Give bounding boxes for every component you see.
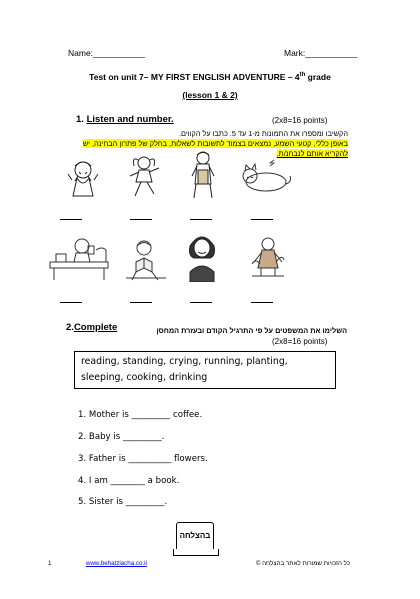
sentence-4: 4. I am ________ a book. [78,476,180,486]
crying-girl-picture [60,156,106,200]
sentence-1: 1. Mother is _________ coffee. [78,410,203,420]
sentence-2: 2. Baby is _________. [78,432,165,442]
title-superscript: th [299,72,306,79]
logo-base-icon [173,549,219,556]
answer-blank-3[interactable] [190,219,212,220]
answer-blank-6[interactable] [130,302,152,303]
hebrew-note-line2: להקריא אותם לנבחנ/ת. [276,149,348,158]
page-number: 1 [48,560,52,567]
answer-blank-1[interactable] [60,219,82,220]
sentence-5: 5. Sister is _________. [78,497,168,507]
site-logo [176,522,214,554]
answer-blank-7[interactable] [190,302,212,303]
answer-blank-5[interactable] [60,302,82,303]
mark-field-label: Mark:___________ [284,48,358,58]
hebrew-note-line1: באופן כללי, קטעי השמע, נמצאים בצמוד לתשובות לשאלות, בחלק של פתרון הבחינה, יש [82,139,348,148]
page-title [0,72,420,82]
section2-title: Complete [73,322,118,333]
section2-number: 2. [66,322,74,333]
site-logo-text: בהצלחה [179,531,211,540]
running-girl-picture [124,154,166,200]
section1-number: 1. [76,114,84,125]
section1-heading [76,114,174,125]
section1-hebrew-note [8,139,348,148]
planting-girl-picture [248,236,288,284]
word-bank-line-2: sleeping, cooking, drinking [81,372,208,383]
answer-blank-4[interactable] [251,219,273,220]
section1-title: Listen and number. [86,114,174,125]
title-main: Test on unit 7– MY FIRST ENGLISH ADVENTURE – 4 [89,72,300,82]
site-url-link[interactable]: www.behatzlacha.co.il [86,560,147,567]
cooking-woman-picture [186,150,220,202]
sentence-3: 3. Father is __________ flowers. [78,454,208,464]
section1-hebrew-instruction: הקשיבו ומספרו את התמונות מ-1 עד 5. כתבו על הקווים. [179,129,348,138]
drinking-boy-picture [48,232,112,282]
standing-woman-picture [180,232,224,282]
word-bank [74,351,336,389]
section2-points: (2x8=16 points) [272,337,328,346]
section1-hebrew-note-2 [8,149,348,158]
name-field-label: Name:___________ [68,48,146,58]
lesson-subtitle: (lesson 1 & 2) [182,90,238,100]
sleeping-cat-picture [236,158,292,194]
section2-hebrew-instruction: השלימו את המשפטים על פי התרגיל הקודם ובעזרת המחסן [156,326,347,335]
answer-blank-8[interactable] [251,302,273,303]
copyright-notice: כל הזכויות שמורות לאתר בהצלחה © [255,560,350,567]
answer-blank-2[interactable] [130,219,152,220]
reading-boy-picture [122,238,170,282]
title-grade: grade [305,72,331,82]
word-bank-line-1: reading, standing, crying, running, planting, [81,356,288,367]
section1-points: (2x8=16 points) [272,116,328,125]
